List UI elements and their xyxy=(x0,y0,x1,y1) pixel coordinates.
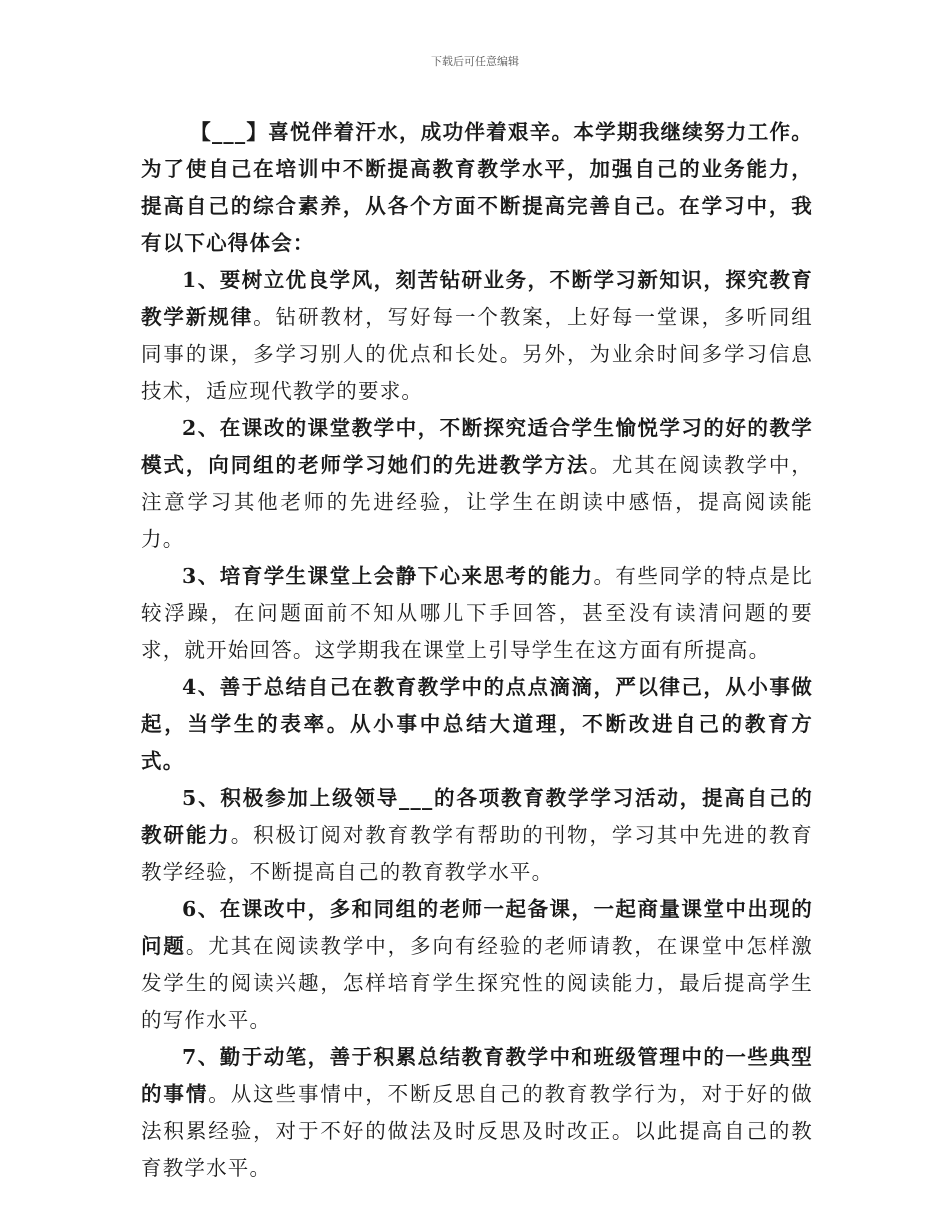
list-item-1 xyxy=(141,262,813,410)
item-heading: 7、勤于动笔，善于积累总结教育教学中和班级管理中的一些典型的事情 xyxy=(141,1045,813,1106)
item-heading: 2、在课改的课堂教学中，不断探究适合学生愉悦学习的好的教学模式，向同组的老师学习她们的先进教学方法 xyxy=(141,416,813,477)
list-item-7 xyxy=(141,1039,813,1187)
list-item-6 xyxy=(141,891,813,1039)
item-heading: 5、积极参加上级领导___的各项教育教学学习活动，提高自己的教研能力 xyxy=(141,786,813,847)
item-text: 。钻研教材，写好每一个教案，上好每一堂课，多听同组同事的课，多学习别人的优点和长处。另外，为业余时间多学习信息技术，适应现代教学的要求。 xyxy=(141,305,814,403)
intro-paragraph: 【___】喜悦伴着汗水，成功伴着艰辛。本学期我继续努力工作。为了使自己在培训中不断提高教育教学水平，加强自己的业务能力，提高自己的综合素养，从各个方面不断提高完善自己。在学习中，我有以下心得体会： xyxy=(141,120,813,255)
item-heading: 1、要树立优良学风，刻苦钻研业务，不断学习新知识，探究教育教学新规律 xyxy=(141,268,813,329)
list-item-5 xyxy=(141,780,813,891)
list-item-2 xyxy=(141,410,813,558)
page-header: 下载后可任意编辑 xyxy=(431,55,519,68)
item-text: 。积极订阅对教育教学有帮助的刊物，学习其中先进的教育教学经验，不断提高自己的教育教学水平。 xyxy=(141,823,813,884)
item-heading: 4、善于总结自己在教育教学中的点点滴滴，严以律己，从小事做起，当学生的表率。从小事中总结大道理，不断改进自己的教育方式。 xyxy=(141,675,813,773)
item-heading: 6、在课改中，多和同组的老师一起备课，一起商量课堂中出现的问题 xyxy=(141,897,813,958)
list-item-4 xyxy=(141,669,813,780)
item-heading: 3、培育学生课堂上会静下心来思考的能力 xyxy=(182,564,594,588)
item-text: 。从这些事情中，不断反思自己的教育教学行为，对于好的做法积累经验，对于不好的做法及时反思及时改正。以此提高自己的教育教学水平。 xyxy=(141,1082,813,1180)
list-item-3 xyxy=(141,558,813,669)
document-body xyxy=(141,114,813,1187)
item-text: 。尤其在阅读教学中，注意学习其他老师的先进经验，让学生在朗读中感悟，提高阅读能力。 xyxy=(141,453,814,551)
item-text: 。有些同学的特点是比较浮躁，在问题面前不知从哪儿下手回答，甚至没有读清问题的要求，就开始回答。这学期我在课堂上引导学生在这方面有所提高。 xyxy=(141,564,813,662)
item-text: 。尤其在阅读教学中，多向有经验的老师请教，在课堂中怎样激发学生的阅读兴趣，怎样培育学生探究性的阅读能力，最后提高学生的写作水平。 xyxy=(141,934,813,1032)
